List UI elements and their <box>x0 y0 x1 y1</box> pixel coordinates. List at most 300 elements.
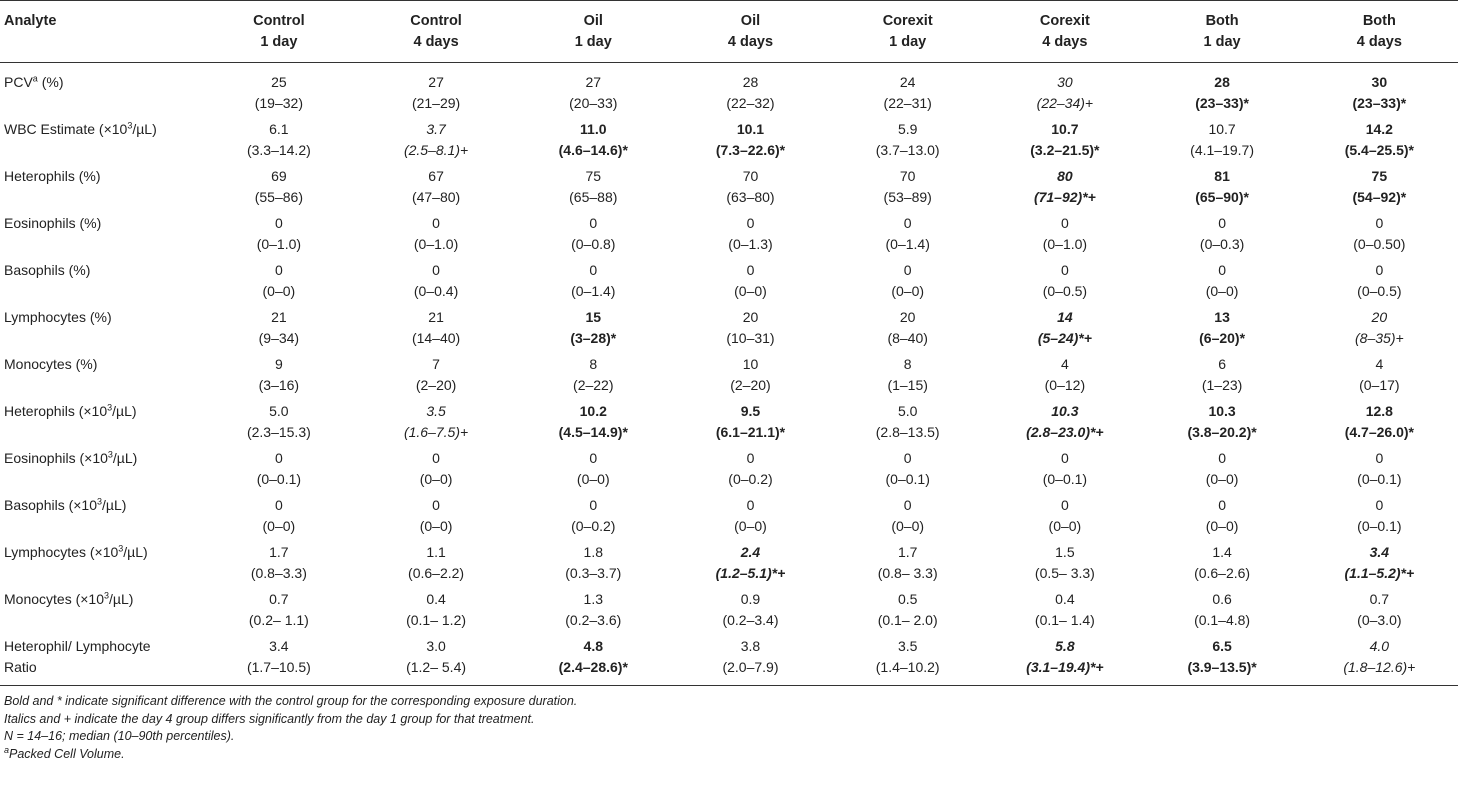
table-row <box>0 354 1458 401</box>
table-cell <box>1301 260 1458 307</box>
table-cell <box>1143 448 1300 495</box>
cell-median: 25 <box>271 74 287 90</box>
cell-range: (1–15) <box>887 377 928 393</box>
header-line-1: Control <box>410 13 462 29</box>
table-cell <box>672 260 829 307</box>
cell-range: (3–28)* <box>570 330 617 346</box>
cell-range: (3.1–19.4)*+ <box>1026 659 1104 675</box>
row-label-sup: 3 <box>107 402 113 413</box>
table-cell <box>357 542 514 589</box>
row-label-suffix: /µL) <box>123 544 148 560</box>
header-line-1: Control <box>253 13 305 29</box>
table-cell <box>1143 495 1300 542</box>
table-cell <box>1301 495 1458 542</box>
cell-range: (22–32) <box>726 95 775 111</box>
cell-median: 0 <box>746 497 755 513</box>
cell-range: (71–92)*+ <box>1033 189 1096 205</box>
cell-median: 0 <box>432 215 440 231</box>
row-label <box>0 119 200 166</box>
table-cell <box>1301 307 1458 354</box>
cell-range: (0–0) <box>1048 518 1082 534</box>
cell-range: (0.1– 1.2) <box>406 612 467 628</box>
header-line-2: 4 days <box>413 34 459 50</box>
table-cell <box>357 63 514 120</box>
cell-range: (4.7–26.0)* <box>1344 424 1414 440</box>
table-row <box>0 166 1458 213</box>
header-line-1: Oil <box>583 13 603 29</box>
cell-range: (0–0.8) <box>571 236 616 252</box>
table-cell <box>1143 636 1300 686</box>
cell-median: 0 <box>1218 450 1226 466</box>
cell-range: (0–0) <box>419 518 453 534</box>
cell-range: (0–0.5) <box>1042 283 1088 299</box>
table-cell <box>1143 63 1300 120</box>
table-cell <box>515 495 672 542</box>
cell-range: (1.4–10.2) <box>875 659 940 675</box>
cell-median: 0 <box>746 215 755 231</box>
table-cell <box>986 589 1143 636</box>
cell-median: 4.0 <box>1369 638 1390 654</box>
cell-range: (0–0.1) <box>885 471 930 487</box>
cell-median: 20 <box>899 309 916 325</box>
cell-median: 0 <box>903 450 912 466</box>
table-cell <box>515 63 672 120</box>
cell-median: 0 <box>1060 215 1069 231</box>
cell-range: (6.1–21.1)* <box>715 424 786 440</box>
cell-range: (0–1.4) <box>571 283 616 299</box>
row-label <box>0 495 200 542</box>
cell-range: (0–0) <box>1205 283 1239 299</box>
table-cell <box>515 213 672 260</box>
table-cell <box>829 495 986 542</box>
cell-median: 80 <box>1057 168 1073 184</box>
table-cell <box>1301 448 1458 495</box>
cell-median: 3.8 <box>740 638 761 654</box>
cell-range: (47–80) <box>411 189 461 205</box>
row-label-sup: 3 <box>127 120 133 131</box>
table-cell <box>357 354 514 401</box>
cell-range: (0.1–4.8) <box>1194 612 1251 628</box>
table-row <box>0 213 1458 260</box>
cell-median: 4 <box>1375 356 1384 372</box>
table-cell <box>1301 166 1458 213</box>
cell-median: 0 <box>589 215 598 231</box>
table-cell <box>1301 636 1458 686</box>
cell-median: 5.9 <box>897 121 918 137</box>
table-cell <box>357 119 514 166</box>
cell-median: 0.4 <box>1055 591 1075 607</box>
row-label-text: Eosinophils (%) <box>4 215 102 231</box>
cell-median: 5.0 <box>269 403 289 419</box>
cell-range: (0–0.1) <box>1357 518 1402 534</box>
cell-median: 30 <box>1057 74 1073 90</box>
cell-median: 24 <box>899 74 916 90</box>
cell-range: (0–0) <box>734 283 767 299</box>
row-label-sup: 3 <box>107 449 113 460</box>
cell-median: 0.9 <box>740 591 761 607</box>
row-label-text: Monocytes (%) <box>4 356 98 372</box>
cell-range: (4.1–19.7) <box>1190 142 1254 158</box>
cell-median: 0 <box>1375 262 1384 278</box>
cell-median: 0 <box>746 450 755 466</box>
footnote-pcv <box>4 746 1458 764</box>
cell-median: 0 <box>274 262 283 278</box>
cell-median: 0 <box>903 497 912 513</box>
cell-median: 0 <box>432 497 440 513</box>
cell-range: (0.1– 1.4) <box>1034 612 1095 628</box>
header-col-5 <box>829 1 986 63</box>
cell-median: 0 <box>589 262 598 278</box>
table-cell <box>829 213 986 260</box>
table-cell <box>986 542 1143 589</box>
cell-median: 10.3 <box>1051 403 1079 419</box>
cell-median: 21 <box>428 309 444 325</box>
cell-median: 0 <box>1060 262 1069 278</box>
cell-median: 70 <box>742 168 759 184</box>
table-header <box>0 1 1458 63</box>
row-label-sup: 3 <box>97 496 103 507</box>
cell-median: 4.8 <box>583 638 603 654</box>
cell-range: (2.8–23.0)*+ <box>1026 424 1104 440</box>
table-cell <box>672 448 829 495</box>
cell-median: 0 <box>1375 215 1384 231</box>
row-label-sup: a <box>32 73 38 84</box>
header-col-4 <box>672 1 829 63</box>
cell-range: (20–33) <box>569 95 618 111</box>
table-cell <box>986 636 1143 686</box>
cell-median: 8 <box>589 356 598 372</box>
header-col-7 <box>1143 1 1300 63</box>
table-cell <box>829 636 986 686</box>
table-cell <box>672 307 829 354</box>
cell-range: (2.0–7.9) <box>722 659 779 675</box>
cell-range: (0.1– 2.0) <box>877 612 938 628</box>
cell-range: (0–0.3) <box>1199 236 1245 252</box>
row-label-suffix: /µL) <box>109 591 134 607</box>
row-label <box>0 401 200 448</box>
table-cell <box>829 354 986 401</box>
cell-median: 4 <box>1060 356 1069 372</box>
header-line-2: 1 day <box>1203 34 1241 50</box>
cell-median: 81 <box>1214 168 1230 184</box>
cell-range: (14–40) <box>411 330 461 346</box>
table-cell <box>200 401 357 448</box>
row-label-suffix: /µL) <box>132 121 157 137</box>
table-cell <box>986 166 1143 213</box>
cell-range: (0–0.1) <box>256 471 302 487</box>
cell-median: 6.5 <box>1212 638 1232 654</box>
cell-range: (0–1.3) <box>728 236 773 252</box>
cell-range: (0–0) <box>891 283 925 299</box>
cell-range: (4.6–14.6)* <box>558 142 628 158</box>
cell-median: 3.7 <box>426 121 446 137</box>
table-cell <box>1301 63 1458 120</box>
cell-median: 2.4 <box>740 544 761 560</box>
header-line-1: Both <box>1205 13 1239 29</box>
cell-median: 5.8 <box>1055 638 1075 654</box>
cell-range: (3.8–20.2)* <box>1187 424 1257 440</box>
cell-median: 12.8 <box>1365 403 1393 419</box>
cell-range: (0–0) <box>262 283 296 299</box>
table-cell <box>829 166 986 213</box>
cell-range: (4.5–14.9)* <box>558 424 628 440</box>
table-cell <box>1301 542 1458 589</box>
table-cell <box>1301 589 1458 636</box>
cell-range: (22–31) <box>883 95 932 111</box>
table-cell <box>200 589 357 636</box>
table-cell <box>986 213 1143 260</box>
cell-range: (7.3–22.6)* <box>715 142 786 158</box>
cell-range: (1.1–5.2)*+ <box>1344 565 1415 581</box>
header-line-1: Analyte <box>4 13 57 29</box>
cell-range: (6–20)* <box>1199 330 1246 346</box>
cell-range: (21–29) <box>411 95 461 111</box>
table-cell <box>200 636 357 686</box>
cell-median: 75 <box>1371 168 1388 184</box>
table-cell <box>357 260 514 307</box>
cell-median: 0 <box>274 497 283 513</box>
cell-median: 11.0 <box>580 121 607 137</box>
table-cell <box>515 166 672 213</box>
cell-range: (2–22) <box>573 377 614 393</box>
cell-median: 7 <box>432 356 440 372</box>
cell-median: 30 <box>1371 74 1388 90</box>
cell-median: 0 <box>1060 450 1069 466</box>
cell-median: 0.4 <box>426 591 446 607</box>
header-line-2: 1 day <box>889 34 927 50</box>
table-footnotes <box>0 686 1458 763</box>
cell-median: 21 <box>271 309 287 325</box>
table-cell <box>200 63 357 120</box>
cell-range: (9–34) <box>258 330 300 346</box>
row-label <box>0 636 200 686</box>
table-cell <box>829 448 986 495</box>
cell-median: 28 <box>1214 74 1230 90</box>
row-label <box>0 213 200 260</box>
cell-median: 1.7 <box>897 544 918 560</box>
table-cell <box>829 542 986 589</box>
cell-range: (0.6–2.2) <box>408 565 465 581</box>
row-label-text: PCV <box>4 74 33 90</box>
row-label-text: Monocytes (×10 <box>4 591 104 607</box>
cell-median: 1.3 <box>583 591 603 607</box>
table-row <box>0 401 1458 448</box>
table-cell <box>1143 213 1300 260</box>
header-line-1: Both <box>1362 13 1396 29</box>
table-cell <box>515 589 672 636</box>
cell-median: 27 <box>585 74 602 90</box>
cell-median: 0.7 <box>269 591 289 607</box>
cell-median: 0 <box>1218 262 1226 278</box>
cell-median: 0 <box>1218 215 1226 231</box>
cell-range: (0–3.0) <box>1357 612 1402 628</box>
table-row <box>0 119 1458 166</box>
table-cell <box>200 542 357 589</box>
table-cell <box>672 542 829 589</box>
table-cell <box>829 260 986 307</box>
cell-range: (0.6–2.6) <box>1194 565 1251 581</box>
cell-median: 13 <box>1214 309 1230 325</box>
cell-range: (0–0.4) <box>413 283 459 299</box>
cell-median: 1.4 <box>1212 544 1232 560</box>
cell-range: (0–1.4) <box>885 236 930 252</box>
row-label-text: Basophils (%) <box>4 262 91 278</box>
cell-median: 14 <box>1057 309 1073 325</box>
table-cell <box>357 448 514 495</box>
table-cell <box>829 589 986 636</box>
cell-range: (0–0.5) <box>1357 283 1402 299</box>
table-cell <box>357 495 514 542</box>
cell-median: 3.4 <box>269 638 289 654</box>
cell-range: (23–33)* <box>1195 95 1249 111</box>
cell-median: 3.5 <box>426 403 446 419</box>
table-row <box>0 589 1458 636</box>
table-cell <box>672 401 829 448</box>
row-label-suffix: /µL) <box>112 450 138 466</box>
header-col-8 <box>1301 1 1458 63</box>
row-label-sup: 3 <box>118 543 124 554</box>
cell-median: 0 <box>903 262 912 278</box>
row-label-text: Eosinophils (×10 <box>4 450 108 466</box>
cell-range: (3.7–13.0) <box>875 142 940 158</box>
cell-range: (0–0.1) <box>1042 471 1088 487</box>
cell-median: 15 <box>585 309 602 325</box>
footnote-sample-size: N = 14–16; median (10–90th percentiles). <box>4 729 235 743</box>
cell-median: 70 <box>899 168 916 184</box>
cell-range: (1.2– 5.4) <box>406 659 467 675</box>
table-cell <box>986 307 1143 354</box>
cell-range: (0–12) <box>1044 377 1086 393</box>
cell-median: 0 <box>1375 450 1384 466</box>
cell-range: (2.4–28.6)* <box>558 659 628 675</box>
table-cell <box>986 495 1143 542</box>
header-analyte <box>0 1 200 63</box>
row-label <box>0 542 200 589</box>
cell-median: 5.0 <box>897 403 918 419</box>
cell-range: (2–20) <box>415 377 457 393</box>
cell-range: (0.5– 3.3) <box>1034 565 1095 581</box>
cell-median: 9 <box>274 356 283 372</box>
row-label-text: Lymphocytes (%) <box>4 309 112 325</box>
cell-median: 0 <box>1218 497 1226 513</box>
cell-range: (0.2– 1.1) <box>248 612 309 628</box>
table-cell <box>515 119 672 166</box>
cell-range: (0.3–3.7) <box>565 565 622 581</box>
cell-range: (3.9–13.5)* <box>1187 659 1257 675</box>
cell-median: 10.1 <box>736 121 765 137</box>
cell-range: (5.4–25.5)* <box>1344 142 1414 158</box>
table-row <box>0 63 1458 120</box>
cell-median: 10 <box>742 356 759 372</box>
cell-range: (0.2–3.6) <box>565 612 622 628</box>
cell-range: (5–24)*+ <box>1037 330 1092 346</box>
cell-median: 0 <box>903 215 912 231</box>
table-cell <box>672 213 829 260</box>
cell-range: (1–23) <box>1201 377 1243 393</box>
table-cell <box>1143 542 1300 589</box>
row-label-text: Heterophils (×10 <box>4 403 108 419</box>
cell-range: (3–16) <box>258 377 300 393</box>
row-label-suffix: /µL) <box>102 497 127 513</box>
row-label <box>0 63 200 120</box>
cell-range: (0–1.0) <box>256 236 302 252</box>
cell-range: (0–0.2) <box>571 518 616 534</box>
cell-range: (0–0) <box>1205 518 1239 534</box>
cell-range: (2.5–8.1)+ <box>403 142 469 158</box>
cell-median: 8 <box>903 356 912 372</box>
table-cell <box>672 589 829 636</box>
table-row <box>0 542 1458 589</box>
cell-median: 6.1 <box>269 121 289 137</box>
footnote-significance-control: Bold and * indicate significant difference with the control group for the corresponding exposure duration. <box>4 694 578 708</box>
cell-range: (0–0) <box>734 518 767 534</box>
cell-range: (1.8–12.6)+ <box>1343 659 1416 675</box>
header-line-2: 1 day <box>574 34 612 50</box>
cell-range: (0–0) <box>419 471 453 487</box>
header-row <box>0 1 1458 63</box>
table-cell <box>200 119 357 166</box>
cell-range: (0–0) <box>262 518 296 534</box>
cell-range: (10–31) <box>726 330 775 346</box>
row-label <box>0 448 200 495</box>
table-cell <box>672 495 829 542</box>
table-cell <box>672 636 829 686</box>
cell-median: 67 <box>428 168 444 184</box>
table-row <box>0 495 1458 542</box>
cell-median: 14.2 <box>1365 121 1393 137</box>
row-label <box>0 166 200 213</box>
table-cell <box>986 448 1143 495</box>
cell-median: 3.0 <box>426 638 446 654</box>
table-cell <box>200 354 357 401</box>
table-row <box>0 448 1458 495</box>
row-label-text: Heterophil/ Lymphocyte <box>4 638 151 654</box>
table-cell <box>1301 119 1458 166</box>
table-cell <box>1301 354 1458 401</box>
table-cell <box>829 307 986 354</box>
cell-range: (0–0) <box>891 518 925 534</box>
row-label-text: Basophils (×10 <box>4 497 98 513</box>
cell-range: (65–90)* <box>1195 189 1249 205</box>
table-cell <box>829 119 986 166</box>
cell-range: (0.8– 3.3) <box>877 565 938 581</box>
header-col-2 <box>357 1 514 63</box>
cell-range: (0–0) <box>576 471 610 487</box>
header-col-6 <box>986 1 1143 63</box>
table-cell <box>1143 166 1300 213</box>
table-cell <box>1143 307 1300 354</box>
cell-range: (1.2–5.1)*+ <box>715 565 786 581</box>
cell-range: (0.8–3.3) <box>250 565 307 581</box>
header-line-2: 4 days <box>1042 34 1088 50</box>
cell-median: 1.7 <box>269 544 289 560</box>
header-line-2: 4 days <box>727 34 774 50</box>
table-cell <box>986 260 1143 307</box>
cell-range: (2.3–15.3) <box>246 424 311 440</box>
footnote-significance-day: Italics and + indicate the day 4 group differs significantly from the day 1 group for that treatment. <box>4 711 535 726</box>
cell-median: 3.4 <box>1369 544 1390 560</box>
cell-range: (65–88) <box>569 189 618 205</box>
table-cell <box>515 307 672 354</box>
table-cell <box>672 119 829 166</box>
row-label-text: Heterophils (%) <box>4 168 101 184</box>
cell-median: 10.2 <box>579 403 607 419</box>
cell-median: 0 <box>1375 497 1384 513</box>
table-cell <box>986 354 1143 401</box>
cell-median: 10.3 <box>1208 403 1236 419</box>
table-cell <box>1143 354 1300 401</box>
table-row <box>0 636 1458 686</box>
